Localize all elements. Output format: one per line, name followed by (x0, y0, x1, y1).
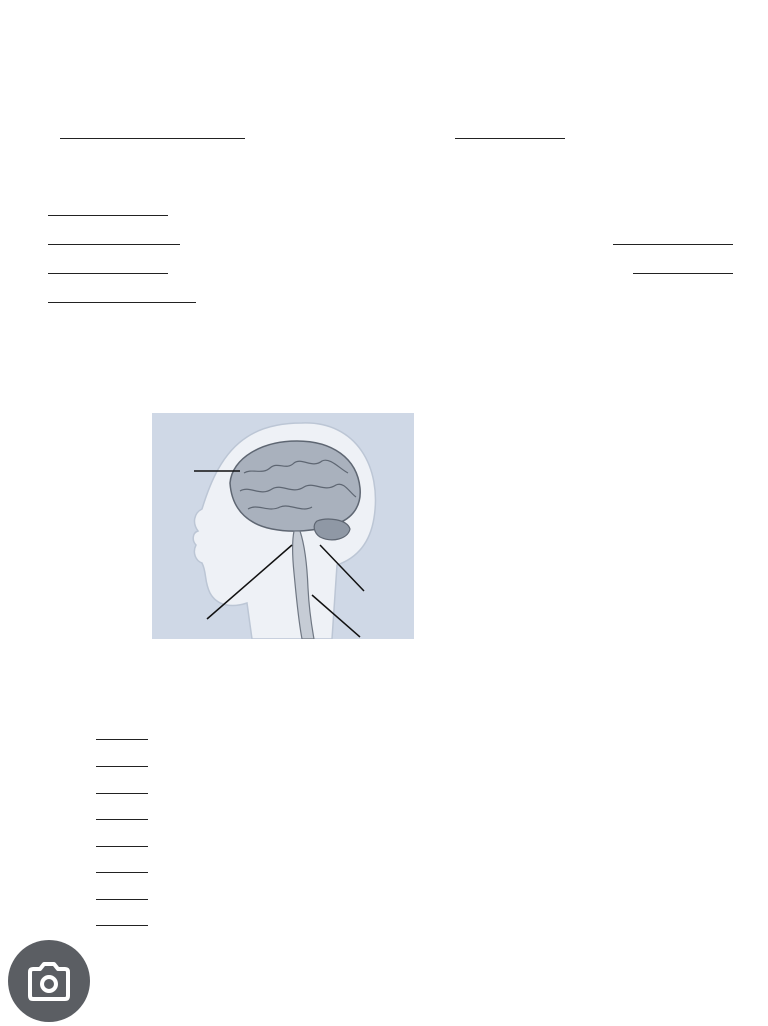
true-false-item (74, 780, 152, 798)
true-false-item (74, 833, 152, 851)
paragraph-line-5 (48, 283, 733, 312)
blank-1[interactable] (48, 201, 168, 216)
answer-blank[interactable] (96, 781, 148, 794)
blank-6[interactable] (48, 288, 196, 303)
answer-blank[interactable] (96, 834, 148, 847)
palm-border-bottom (0, 990, 768, 1026)
date-line[interactable] (455, 124, 565, 139)
palm-border-right (730, 0, 764, 1024)
answer-blank[interactable] (96, 807, 148, 820)
blank-4[interactable] (48, 259, 168, 274)
answer-blank[interactable] (96, 887, 148, 900)
fill-in-paragraph (48, 196, 733, 312)
true-false-item (74, 726, 152, 744)
name-field[interactable] (60, 123, 245, 139)
true-false-item (74, 912, 152, 930)
paragraph-line-4 (48, 254, 733, 283)
blank-3[interactable] (613, 230, 733, 245)
brain-diagram (152, 413, 414, 639)
answer-blank[interactable] (96, 727, 148, 740)
blank-5[interactable] (633, 259, 733, 274)
palm-border-top (0, 2, 768, 38)
name-line[interactable] (60, 124, 245, 139)
true-false-item (74, 859, 152, 877)
date-field[interactable] (455, 123, 565, 139)
true-false-item (74, 753, 152, 771)
blank-2[interactable] (48, 230, 180, 245)
palm-border-left (2, 0, 36, 1024)
google-lens-camera-icon[interactable] (8, 940, 90, 1022)
paragraph-line-2 (48, 196, 733, 225)
answer-blank[interactable] (96, 913, 148, 926)
word-list-star (445, 378, 735, 673)
answer-blank[interactable] (96, 860, 148, 873)
true-false-item (74, 806, 152, 824)
answer-blank[interactable] (96, 754, 148, 767)
true-false-item (74, 886, 152, 904)
paragraph-line-3 (48, 225, 733, 254)
